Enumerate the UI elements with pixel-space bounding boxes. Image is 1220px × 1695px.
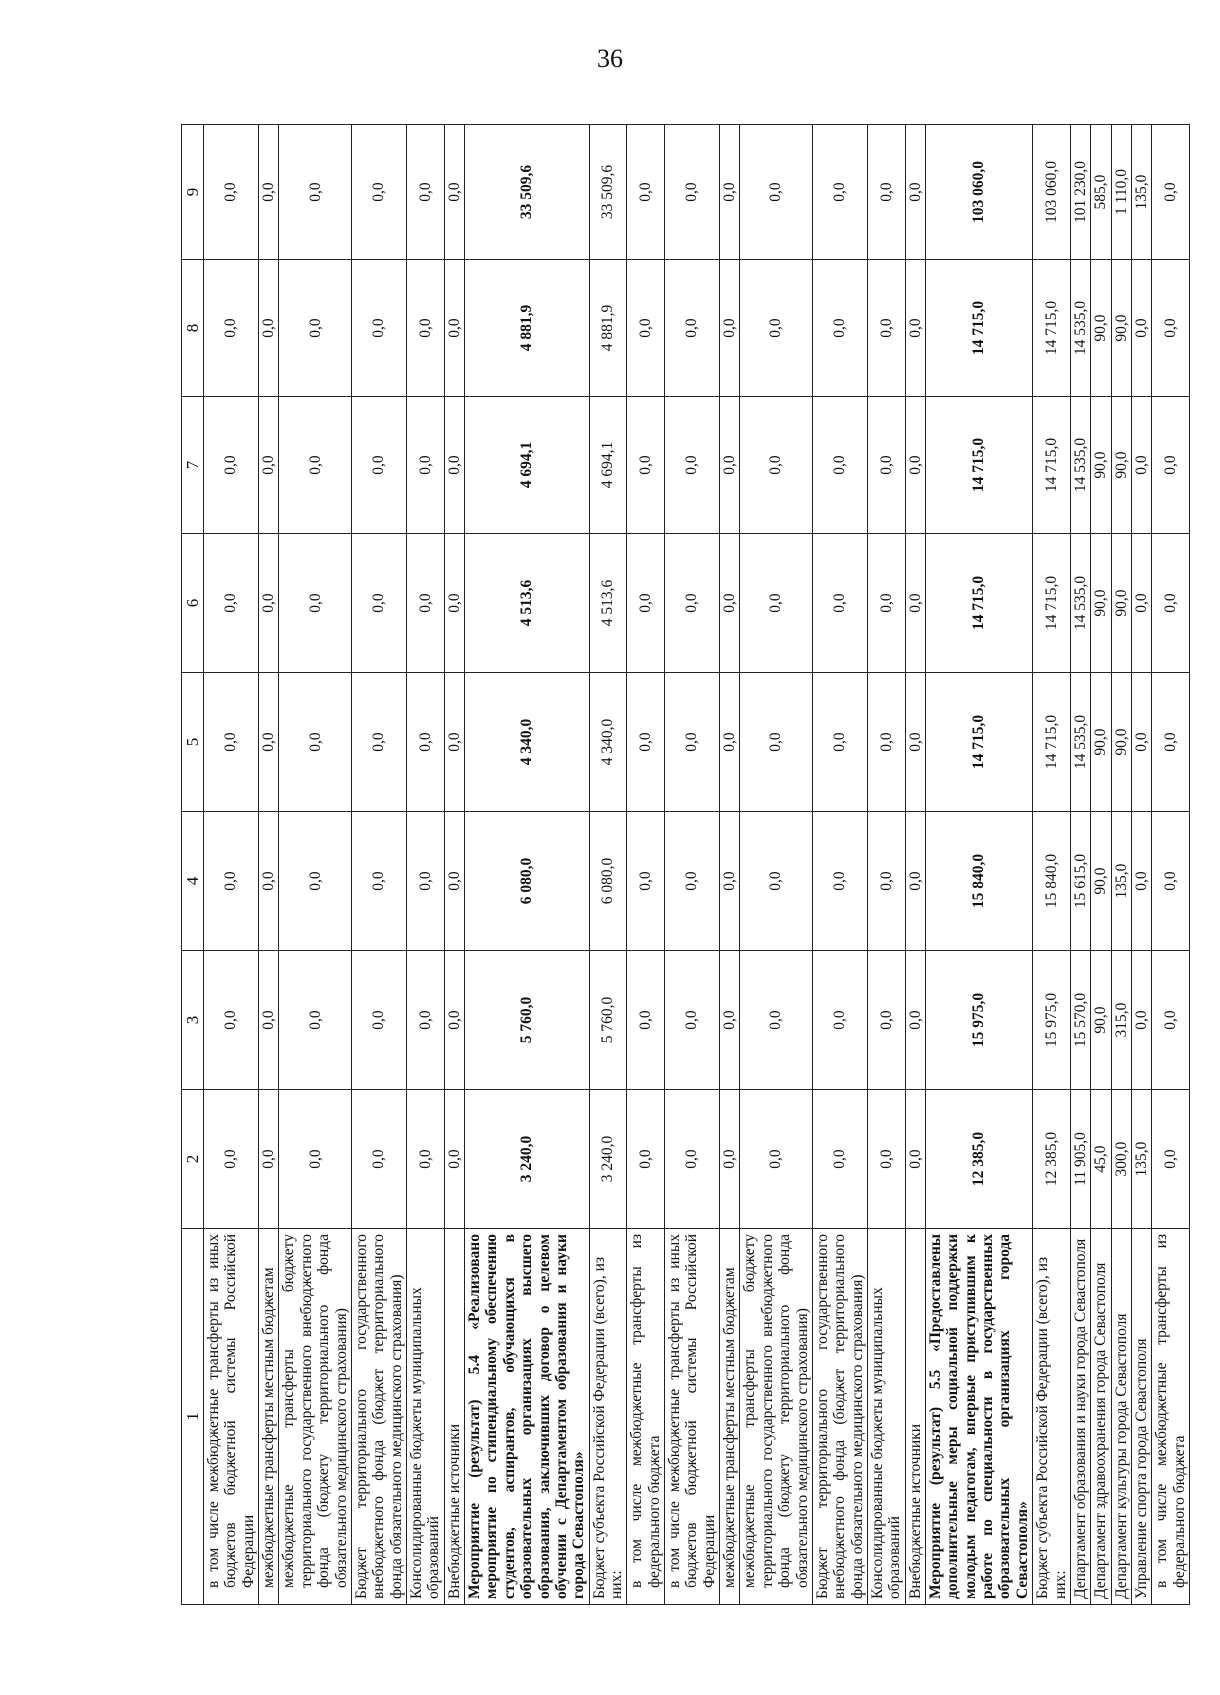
value-cell: 90,0 xyxy=(1091,260,1111,397)
value-cell: 14 715,0 xyxy=(1033,260,1071,397)
value-cell: 15 975,0 xyxy=(1033,951,1071,1090)
row-label: в том числе межбюджетные трансферты из иных бюджетов бюджетной системы Российской Федерации xyxy=(665,1229,720,1605)
value-cell: 0,0 xyxy=(867,534,905,673)
value-cell: 0,0 xyxy=(406,260,444,397)
value-cell: 0,0 xyxy=(406,951,444,1090)
value-cell: 0,0 xyxy=(905,397,925,534)
value-cell: 0,0 xyxy=(444,673,464,812)
value-cell: 0,0 xyxy=(279,812,351,951)
value-cell: 0,0 xyxy=(1152,397,1190,534)
value-cell: 0,0 xyxy=(279,951,351,1090)
table-row xyxy=(351,125,406,1605)
value-cell: 0,0 xyxy=(905,534,925,673)
value-cell: 0,0 xyxy=(665,1090,720,1229)
value-cell: 0,0 xyxy=(720,125,740,260)
column-header: 9 xyxy=(182,125,204,260)
value-cell: 14 715,0 xyxy=(926,673,1033,812)
value-cell: 90,0 xyxy=(1091,534,1111,673)
value-cell: 0,0 xyxy=(1152,534,1190,673)
value-cell: 14 535,0 xyxy=(1070,260,1090,397)
row-label: межбюджетные трансферты бюджету территориального государственного внебюджетного фонда (бюджету территориального фонда обязательного медицинского страхования) xyxy=(279,1229,351,1605)
value-cell: 14 715,0 xyxy=(1033,534,1071,673)
value-cell: 0,0 xyxy=(812,260,867,397)
value-cell: 0,0 xyxy=(720,673,740,812)
header-row xyxy=(182,125,204,1605)
value-cell: 0,0 xyxy=(259,397,279,534)
value-cell: 4 694,1 xyxy=(465,397,590,534)
value-cell: 0,0 xyxy=(406,397,444,534)
value-cell: 0,0 xyxy=(665,673,720,812)
table-row xyxy=(444,125,464,1605)
row-label: Департамент культуры города Севастополя xyxy=(1111,1229,1131,1605)
value-cell: 0,0 xyxy=(259,812,279,951)
value-cell: 0,0 xyxy=(867,673,905,812)
value-cell: 45,0 xyxy=(1091,1090,1111,1229)
value-cell: 0,0 xyxy=(259,673,279,812)
table-row xyxy=(812,125,867,1605)
value-cell: 5 760,0 xyxy=(465,951,590,1090)
value-cell: 0,0 xyxy=(279,1090,351,1229)
value-cell: 0,0 xyxy=(444,125,464,260)
value-cell: 0,0 xyxy=(812,125,867,260)
table-row xyxy=(1152,125,1190,1605)
value-cell: 33 509,6 xyxy=(465,125,590,260)
value-cell: 0,0 xyxy=(665,812,720,951)
value-cell: 0,0 xyxy=(351,125,406,260)
value-cell: 0,0 xyxy=(259,125,279,260)
value-cell: 0,0 xyxy=(720,951,740,1090)
value-cell: 5 760,0 xyxy=(589,951,627,1090)
value-cell: 14 715,0 xyxy=(926,397,1033,534)
value-cell: 0,0 xyxy=(259,534,279,673)
value-cell: 14 535,0 xyxy=(1070,397,1090,534)
table-row xyxy=(926,125,1033,1605)
value-cell: 90,0 xyxy=(1091,951,1111,1090)
table-row xyxy=(259,125,279,1605)
value-cell: 101 230,0 xyxy=(1070,125,1090,260)
value-cell: 0,0 xyxy=(812,397,867,534)
row-label: Управление спорта города Севастополя xyxy=(1132,1229,1152,1605)
value-cell: 0,0 xyxy=(259,951,279,1090)
table-row xyxy=(665,125,720,1605)
value-cell: 0,0 xyxy=(665,397,720,534)
value-cell: 0,0 xyxy=(740,534,812,673)
column-header: 4 xyxy=(182,812,204,951)
value-cell: 0,0 xyxy=(351,534,406,673)
value-cell: 4 694,1 xyxy=(589,397,627,534)
value-cell: 15 615,0 xyxy=(1070,812,1090,951)
row-label: Внебюджетные источники xyxy=(905,1229,925,1605)
value-cell: 135,0 xyxy=(1132,1090,1152,1229)
row-label: Бюджет территориального государственного внебюджетного фонда (бюджет территориального фонда обязательного медицинского страхования) xyxy=(351,1229,406,1605)
value-cell: 0,0 xyxy=(1152,125,1190,260)
row-label: Департамент образования и науки города Севастополя xyxy=(1070,1229,1090,1605)
row-label: Бюджет территориального государственного внебюджетного фонда (бюджет территориального фонда обязательного медицинского страхования) xyxy=(812,1229,867,1605)
value-cell: 0,0 xyxy=(720,260,740,397)
column-header: 6 xyxy=(182,534,204,673)
value-cell: 0,0 xyxy=(1132,397,1152,534)
table-row xyxy=(720,125,740,1605)
value-cell: 0,0 xyxy=(740,951,812,1090)
value-cell: 0,0 xyxy=(1132,812,1152,951)
value-cell: 0,0 xyxy=(444,397,464,534)
value-cell: 0,0 xyxy=(905,125,925,260)
value-cell: 0,0 xyxy=(259,1090,279,1229)
value-cell: 0,0 xyxy=(1152,812,1190,951)
table-body xyxy=(204,125,1190,1605)
value-cell: 14 715,0 xyxy=(926,534,1033,673)
value-cell: 14 715,0 xyxy=(1033,673,1071,812)
value-cell: 0,0 xyxy=(204,260,259,397)
row-label: межбюджетные трансферты местным бюджетам xyxy=(259,1229,279,1605)
column-header: 3 xyxy=(182,951,204,1090)
table-row xyxy=(589,125,627,1605)
value-cell: 15 840,0 xyxy=(1033,812,1071,951)
table-row xyxy=(1033,125,1071,1605)
value-cell: 0,0 xyxy=(444,260,464,397)
row-label: Мероприятие (результат) 5.5 «Предоставлены дополнительные меры социальной поддержки молодым педагогам, впервые приступившим к работе по специальности в государственных образовательных организациях города Севастополя» xyxy=(926,1229,1033,1605)
value-cell: 0,0 xyxy=(1132,534,1152,673)
value-cell: 1 110,0 xyxy=(1111,125,1131,260)
value-cell: 0,0 xyxy=(1152,673,1190,812)
rotated-table-wrapper xyxy=(181,125,1188,1605)
row-label: Мероприятие (результат) 5.4 «Реализовано мероприятие по стипендиальному обеспечению студентов, аспирантов, обучающихся в образовательных организациях высшего образования, заключивших договор о целевом обучении с Департаментом образования и науки города Севастополя» xyxy=(465,1229,590,1605)
value-cell: 0,0 xyxy=(204,812,259,951)
table-row xyxy=(406,125,444,1605)
value-cell: 0,0 xyxy=(867,397,905,534)
value-cell: 0,0 xyxy=(905,812,925,951)
table-row xyxy=(1091,125,1111,1605)
row-label: Бюджет субъекта Российской Федерации (всего), из них: xyxy=(1033,1229,1071,1605)
value-cell: 0,0 xyxy=(204,534,259,673)
value-cell: 0,0 xyxy=(204,673,259,812)
value-cell: 90,0 xyxy=(1111,397,1131,534)
value-cell: 0,0 xyxy=(406,125,444,260)
value-cell: 0,0 xyxy=(627,673,665,812)
value-cell: 90,0 xyxy=(1111,260,1131,397)
value-cell: 0,0 xyxy=(406,673,444,812)
row-label: Консолидированные бюджеты муниципальных образований xyxy=(867,1229,905,1605)
value-cell: 0,0 xyxy=(627,534,665,673)
value-cell: 11 905,0 xyxy=(1070,1090,1090,1229)
value-cell: 0,0 xyxy=(720,812,740,951)
value-cell: 0,0 xyxy=(204,397,259,534)
value-cell: 4 881,9 xyxy=(589,260,627,397)
table-row xyxy=(1132,125,1152,1605)
value-cell: 0,0 xyxy=(867,125,905,260)
value-cell: 0,0 xyxy=(665,951,720,1090)
value-cell: 6 080,0 xyxy=(589,812,627,951)
value-cell: 0,0 xyxy=(905,1090,925,1229)
value-cell: 15 840,0 xyxy=(926,812,1033,951)
value-cell: 0,0 xyxy=(406,534,444,673)
value-cell: 90,0 xyxy=(1091,812,1111,951)
value-cell: 300,0 xyxy=(1111,1090,1131,1229)
row-label: Департамент здравоохранения города Севастополя xyxy=(1091,1229,1111,1605)
value-cell: 0,0 xyxy=(279,397,351,534)
rotated-table-frame xyxy=(181,125,1188,1605)
value-cell: 0,0 xyxy=(406,1090,444,1229)
table-row xyxy=(1111,125,1131,1605)
value-cell: 0,0 xyxy=(720,534,740,673)
budget-table xyxy=(181,124,1190,1605)
value-cell: 0,0 xyxy=(444,534,464,673)
value-cell: 0,0 xyxy=(351,397,406,534)
row-label: Консолидированные бюджеты муниципальных образований xyxy=(406,1229,444,1605)
value-cell: 14 715,0 xyxy=(1033,397,1071,534)
value-cell: 0,0 xyxy=(740,260,812,397)
table-row xyxy=(867,125,905,1605)
value-cell: 0,0 xyxy=(627,397,665,534)
value-cell: 0,0 xyxy=(720,397,740,534)
value-cell: 0,0 xyxy=(279,534,351,673)
value-cell: 0,0 xyxy=(351,951,406,1090)
row-label: в том числе межбюджетные трансферты из иных бюджетов бюджетной системы Российской Федерации xyxy=(204,1229,259,1605)
value-cell: 12 385,0 xyxy=(926,1090,1033,1229)
value-cell: 90,0 xyxy=(1091,673,1111,812)
value-cell: 315,0 xyxy=(1111,951,1131,1090)
table-row xyxy=(627,125,665,1605)
value-cell: 4 513,6 xyxy=(589,534,627,673)
column-header: 1 xyxy=(182,1229,204,1605)
value-cell: 0,0 xyxy=(627,125,665,260)
value-cell: 6 080,0 xyxy=(465,812,590,951)
value-cell: 4 513,6 xyxy=(465,534,590,673)
value-cell: 0,0 xyxy=(1152,1090,1190,1229)
value-cell: 90,0 xyxy=(1111,673,1131,812)
value-cell: 90,0 xyxy=(1111,534,1131,673)
table-row xyxy=(1070,125,1090,1605)
value-cell: 0,0 xyxy=(740,812,812,951)
table-row xyxy=(465,125,590,1605)
value-cell: 585,0 xyxy=(1091,125,1111,260)
value-cell: 0,0 xyxy=(351,260,406,397)
value-cell: 0,0 xyxy=(740,397,812,534)
value-cell: 0,0 xyxy=(812,1090,867,1229)
value-cell: 0,0 xyxy=(444,1090,464,1229)
value-cell: 0,0 xyxy=(665,260,720,397)
value-cell: 0,0 xyxy=(812,534,867,673)
value-cell: 0,0 xyxy=(279,260,351,397)
value-cell: 0,0 xyxy=(1152,260,1190,397)
value-cell: 103 060,0 xyxy=(926,125,1033,260)
value-cell: 14 715,0 xyxy=(926,260,1033,397)
value-cell: 0,0 xyxy=(627,812,665,951)
value-cell: 4 340,0 xyxy=(465,673,590,812)
value-cell: 3 240,0 xyxy=(589,1090,627,1229)
value-cell: 0,0 xyxy=(1132,951,1152,1090)
value-cell: 0,0 xyxy=(867,1090,905,1229)
column-header: 8 xyxy=(182,260,204,397)
value-cell: 3 240,0 xyxy=(465,1090,590,1229)
value-cell: 0,0 xyxy=(905,673,925,812)
value-cell: 0,0 xyxy=(740,1090,812,1229)
row-label: в том числе межбюджетные трансферты из федерального бюджета xyxy=(627,1229,665,1605)
row-label: межбюджетные трансферты бюджету территориального государственного внебюджетного фонда (бюджету территориального фонда обязательного медицинского страхования) xyxy=(740,1229,812,1605)
row-label: Внебюджетные источники xyxy=(444,1229,464,1605)
value-cell: 0,0 xyxy=(905,260,925,397)
value-cell: 0,0 xyxy=(812,673,867,812)
value-cell: 0,0 xyxy=(720,1090,740,1229)
value-cell: 103 060,0 xyxy=(1033,125,1071,260)
value-cell: 0,0 xyxy=(351,673,406,812)
value-cell: 0,0 xyxy=(812,951,867,1090)
value-cell: 0,0 xyxy=(665,534,720,673)
value-cell: 0,0 xyxy=(259,260,279,397)
value-cell: 14 535,0 xyxy=(1070,673,1090,812)
row-label: в том числе межбюджетные трансферты из федерального бюджета xyxy=(1152,1229,1190,1605)
row-label: Бюджет субъекта Российской Федерации (всего), из них: xyxy=(589,1229,627,1605)
table-row xyxy=(740,125,812,1605)
value-cell: 0,0 xyxy=(627,951,665,1090)
value-cell: 0,0 xyxy=(279,673,351,812)
value-cell: 0,0 xyxy=(351,1090,406,1229)
column-header: 7 xyxy=(182,397,204,534)
table-row xyxy=(279,125,351,1605)
value-cell: 0,0 xyxy=(740,673,812,812)
value-cell: 0,0 xyxy=(627,1090,665,1229)
column-header: 2 xyxy=(182,1090,204,1229)
value-cell: 90,0 xyxy=(1091,397,1111,534)
value-cell: 0,0 xyxy=(406,812,444,951)
row-label: межбюджетные трансферты местным бюджетам xyxy=(720,1229,740,1605)
value-cell: 135,0 xyxy=(1132,125,1152,260)
value-cell: 15 975,0 xyxy=(926,951,1033,1090)
value-cell: 0,0 xyxy=(351,812,406,951)
value-cell: 0,0 xyxy=(1132,673,1152,812)
value-cell: 4 340,0 xyxy=(589,673,627,812)
value-cell: 0,0 xyxy=(204,1090,259,1229)
value-cell: 0,0 xyxy=(812,812,867,951)
value-cell: 0,0 xyxy=(867,951,905,1090)
value-cell: 0,0 xyxy=(740,125,812,260)
value-cell: 0,0 xyxy=(279,125,351,260)
value-cell: 0,0 xyxy=(444,812,464,951)
value-cell: 4 881,9 xyxy=(465,260,590,397)
table-row xyxy=(204,125,259,1605)
value-cell: 15 570,0 xyxy=(1070,951,1090,1090)
value-cell: 0,0 xyxy=(867,812,905,951)
table-row xyxy=(905,125,925,1605)
page-number: 36 xyxy=(597,44,623,73)
value-cell: 0,0 xyxy=(905,951,925,1090)
value-cell: 0,0 xyxy=(1132,260,1152,397)
value-cell: 12 385,0 xyxy=(1033,1090,1071,1229)
value-cell: 33 509,6 xyxy=(589,125,627,260)
column-header: 5 xyxy=(182,673,204,812)
value-cell: 0,0 xyxy=(1152,951,1190,1090)
value-cell: 135,0 xyxy=(1111,812,1131,951)
value-cell: 0,0 xyxy=(665,125,720,260)
value-cell: 14 535,0 xyxy=(1070,534,1090,673)
value-cell: 0,0 xyxy=(204,951,259,1090)
value-cell: 0,0 xyxy=(627,260,665,397)
value-cell: 0,0 xyxy=(444,951,464,1090)
value-cell: 0,0 xyxy=(204,125,259,260)
value-cell: 0,0 xyxy=(867,260,905,397)
